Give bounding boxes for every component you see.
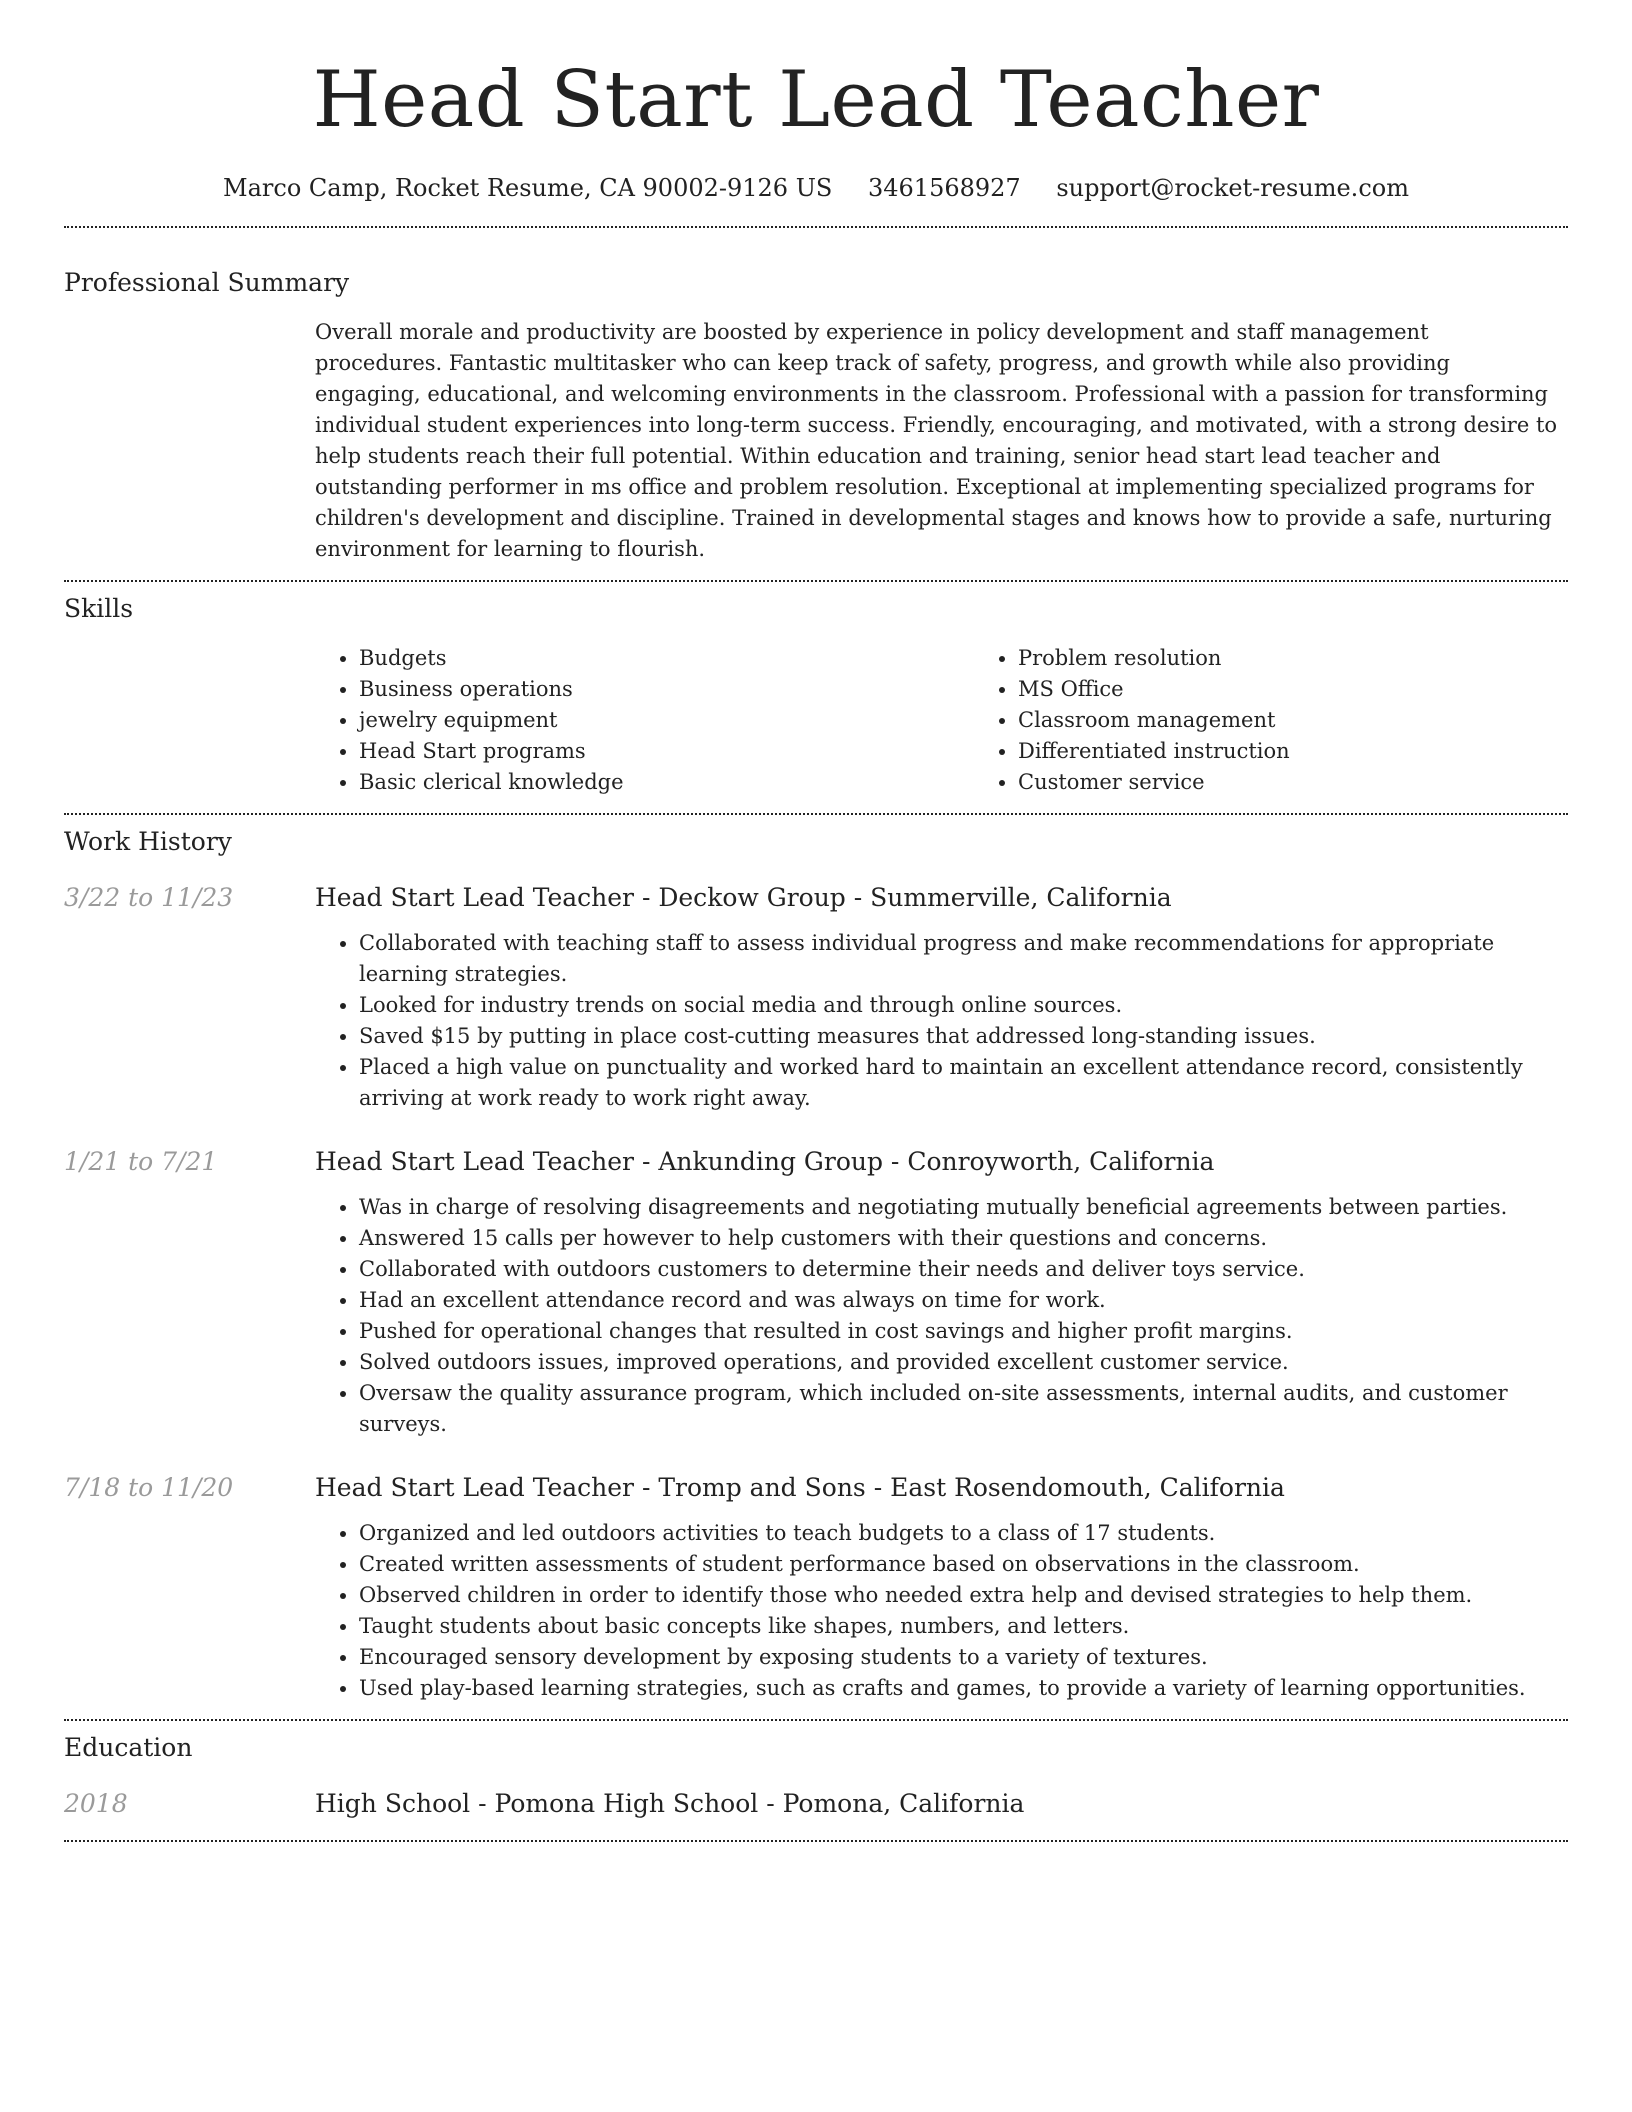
summary-text: Overall morale and productivity are boosted by experience in policy development and staff management procedures. Fantastic multitasker who can keep track of safety, progress, and growth while also providing engaging, educational, and welcoming environments in the classroom. Professional with a passion for transforming individual student experiences into long-term success. Friendly, encouraging, and motivated, with a strong desire to help students reach their full potential. Within education and training, senior head start lead teacher and outstanding performer in ms office and problem resolution. Exceptional at implementing specialized programs for children's development and discipline. Trained in developmental stages and knows how to provide a safe, nurturing environment for learning to flourish. [315, 320, 1558, 561]
job-bullet: • Pushed for operational changes that resulted in cost savings and higher profit margins. [359, 1316, 1568, 1347]
job-bullet: • Collaborated with outdoors customers to determine their needs and deliver toys service. [359, 1254, 1568, 1285]
skills-section [64, 582, 1568, 798]
skill-item: • Customer service [1018, 767, 1632, 798]
job-entry [64, 1145, 1568, 1440]
skill-item: • Business operations [359, 674, 974, 705]
skill-item: • Budgets [359, 643, 974, 674]
education-heading: Education [64, 1733, 193, 1762]
job-bullet: • Encouraged sensory development by exposing students to a variety of textures. [359, 1642, 1568, 1673]
job-bullet: • Observed children in order to identify those who needed extra help and devised strategies to help them. [359, 1580, 1568, 1611]
job-heading: Head Start Lead Teacher - Tromp and Sons - East Rosendomouth, California [315, 1473, 1285, 1502]
skills-list-left [315, 643, 974, 798]
phone-text: 3461568927 [868, 174, 1021, 202]
job-bullets [315, 1518, 1568, 1704]
resume-header [64, 0, 1568, 204]
job-bullet: • Oversaw the quality assurance program, which included on-site assessments, internal audits, and customer surveys. [359, 1378, 1568, 1440]
job-bullet: • Used play-based learning strategies, such as crafts and games, to provide a variety of learning opportunities. [359, 1673, 1568, 1704]
job-dates: 1/21 to 7/21 [64, 1147, 218, 1176]
contact-info [64, 172, 1568, 204]
skill-item: • Differentiated instruction [1018, 736, 1632, 767]
skill-item: • Classroom management [1018, 705, 1632, 736]
job-entry [64, 881, 1568, 1114]
job-bullet: • Organized and led outdoors activities to teach budgets to a class of 17 students. [359, 1518, 1568, 1549]
job-bullets [315, 1192, 1568, 1440]
job-bullet: • Answered 15 calls per however to help customers with their questions and concerns. [359, 1223, 1568, 1254]
job-bullet: • Was in charge of resolving disagreements and negotiating mutually beneficial agreements between parties. [359, 1192, 1568, 1223]
job-bullet: • Looked for industry trends on social media and through online sources. [359, 990, 1568, 1021]
work-history-section [64, 815, 1568, 1704]
job-entry [64, 1471, 1568, 1704]
job-bullet: • Saved $15 by putting in place cost-cutting measures that addressed long-standing issues. [359, 1021, 1568, 1052]
education-heading-text: High School - Pomona High School - Pomona, California [315, 1789, 1025, 1818]
education-year: 2018 [64, 1789, 128, 1818]
job-heading: Head Start Lead Teacher - Deckow Group - Summerville, California [315, 883, 1172, 912]
section-divider [64, 1840, 1568, 1842]
job-bullet: • Created written assessments of student performance based on observations in the classroom. [359, 1549, 1568, 1580]
skill-item: • jewelry equipment [359, 705, 974, 736]
summary-section [64, 228, 1568, 565]
skill-item: • Head Start programs [359, 736, 974, 767]
skill-item: • MS Office [1018, 674, 1632, 705]
skills-heading: Skills [64, 594, 134, 623]
job-bullet: • Had an excellent attendance record and was always on time for work. [359, 1285, 1568, 1316]
candidate-name: Head Start Lead Teacher [312, 55, 1320, 145]
job-dates: 3/22 to 11/23 [64, 883, 234, 912]
job-bullet: • Placed a high value on punctuality and worked hard to maintain an excellent attendance record, consistently arriving at work ready to work right away. [359, 1052, 1568, 1114]
skill-item: • Problem resolution [1018, 643, 1632, 674]
summary-heading: Professional Summary [64, 268, 350, 297]
email-text: support@rocket-resume.com [1056, 174, 1409, 202]
work-history-heading: Work History [64, 827, 232, 856]
job-bullet: • Solved outdoors issues, improved operations, and provided excellent customer service. [359, 1347, 1568, 1378]
skills-list-right [974, 643, 1632, 798]
job-heading: Head Start Lead Teacher - Ankunding Group - Conroyworth, California [315, 1147, 1215, 1176]
skill-item: • Basic clerical knowledge [359, 767, 974, 798]
address-text: Marco Camp, Rocket Resume, CA 90002-9126 US [223, 174, 833, 202]
job-dates: 7/18 to 11/20 [64, 1473, 234, 1502]
job-bullet: • Taught students about basic concepts like shapes, numbers, and letters. [359, 1611, 1568, 1642]
job-bullets [315, 928, 1568, 1114]
job-bullet: • Collaborated with teaching staff to assess individual progress and make recommendations for appropriate learning strategies. [359, 928, 1568, 990]
education-section [64, 1721, 1568, 1821]
